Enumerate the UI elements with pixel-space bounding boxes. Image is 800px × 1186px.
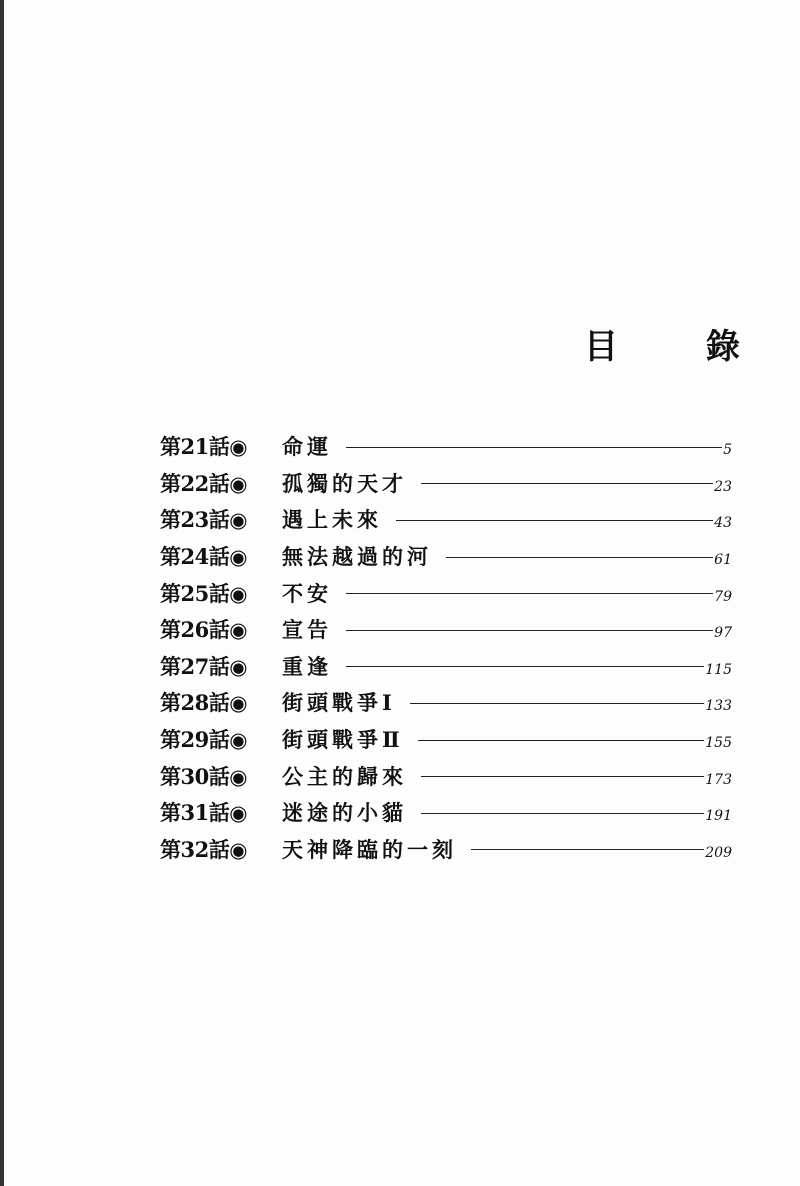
chapter-number: 第21話◉	[160, 434, 248, 460]
page-number: 97	[714, 625, 732, 642]
leader-line	[346, 593, 713, 594]
chapter-title: 重逢	[282, 653, 332, 679]
leader-line	[410, 703, 704, 704]
toc-entry	[160, 721, 732, 758]
toc-entry	[160, 684, 732, 721]
chapter-number: 第30話◉	[160, 763, 248, 789]
chapter-number: 第32話◉	[160, 836, 248, 862]
toc-entry	[160, 574, 732, 611]
chapter-title: 不安	[282, 580, 332, 606]
chapter-title: 天神降臨的一刻	[282, 836, 457, 862]
leader-line	[421, 483, 713, 484]
page-number: 61	[714, 552, 732, 569]
chapter-title: 無法越過的河	[282, 544, 432, 570]
chapter-title: 公主的歸來	[282, 763, 407, 789]
leader-line	[421, 813, 704, 814]
page-number: 5	[723, 442, 732, 459]
toc-entry	[160, 648, 732, 685]
leader-line	[346, 630, 713, 631]
page-number: 209	[705, 844, 732, 861]
chapter-title: 宣告	[282, 617, 332, 643]
toc-entry	[160, 757, 732, 794]
leader-line	[471, 849, 704, 850]
toc-entry	[160, 465, 732, 502]
chapter-number: 第23話◉	[160, 507, 248, 533]
toc-entry	[160, 611, 732, 648]
chapter-number: 第27話◉	[160, 653, 248, 679]
toc-entry	[160, 501, 732, 538]
leader-line	[418, 740, 705, 741]
toc-entry	[160, 428, 732, 465]
chapter-number: 第22話◉	[160, 470, 248, 496]
chapter-number: 第24話◉	[160, 544, 248, 570]
leader-line	[396, 520, 713, 521]
page-number: 191	[705, 808, 732, 825]
chapter-title: 孤獨的天才	[282, 470, 407, 496]
page-number: 23	[714, 478, 732, 495]
toc-entry	[160, 538, 732, 575]
chapter-title: 遇上未來	[282, 507, 382, 533]
page-number: 115	[705, 661, 732, 678]
toc-entry	[160, 794, 732, 831]
page-number: 133	[705, 698, 732, 715]
table-of-contents	[160, 428, 732, 867]
toc-entry	[160, 831, 732, 868]
chapter-title: 街頭戰爭Ⅰ	[282, 690, 396, 716]
leader-line	[346, 666, 704, 667]
leader-line	[421, 776, 704, 777]
chapter-title: 街頭戰爭Ⅱ	[282, 727, 404, 753]
chapter-number: 第26話◉	[160, 617, 248, 643]
chapter-number: 第31話◉	[160, 800, 248, 826]
leader-line	[446, 557, 713, 558]
page-number: 43	[714, 515, 732, 532]
chapter-number: 第25話◉	[160, 580, 248, 606]
chapter-title: 命運	[282, 434, 332, 460]
chapter-title: 迷途的小貓	[282, 800, 407, 826]
leader-line	[346, 447, 722, 448]
page-number: 155	[705, 735, 732, 752]
page-number: 173	[705, 771, 732, 788]
page-number: 79	[714, 588, 732, 605]
page-title: 目 錄	[584, 327, 778, 367]
chapter-number: 第28話◉	[160, 690, 248, 716]
page-edge-shadow	[0, 0, 4, 1186]
chapter-number: 第29話◉	[160, 727, 248, 753]
